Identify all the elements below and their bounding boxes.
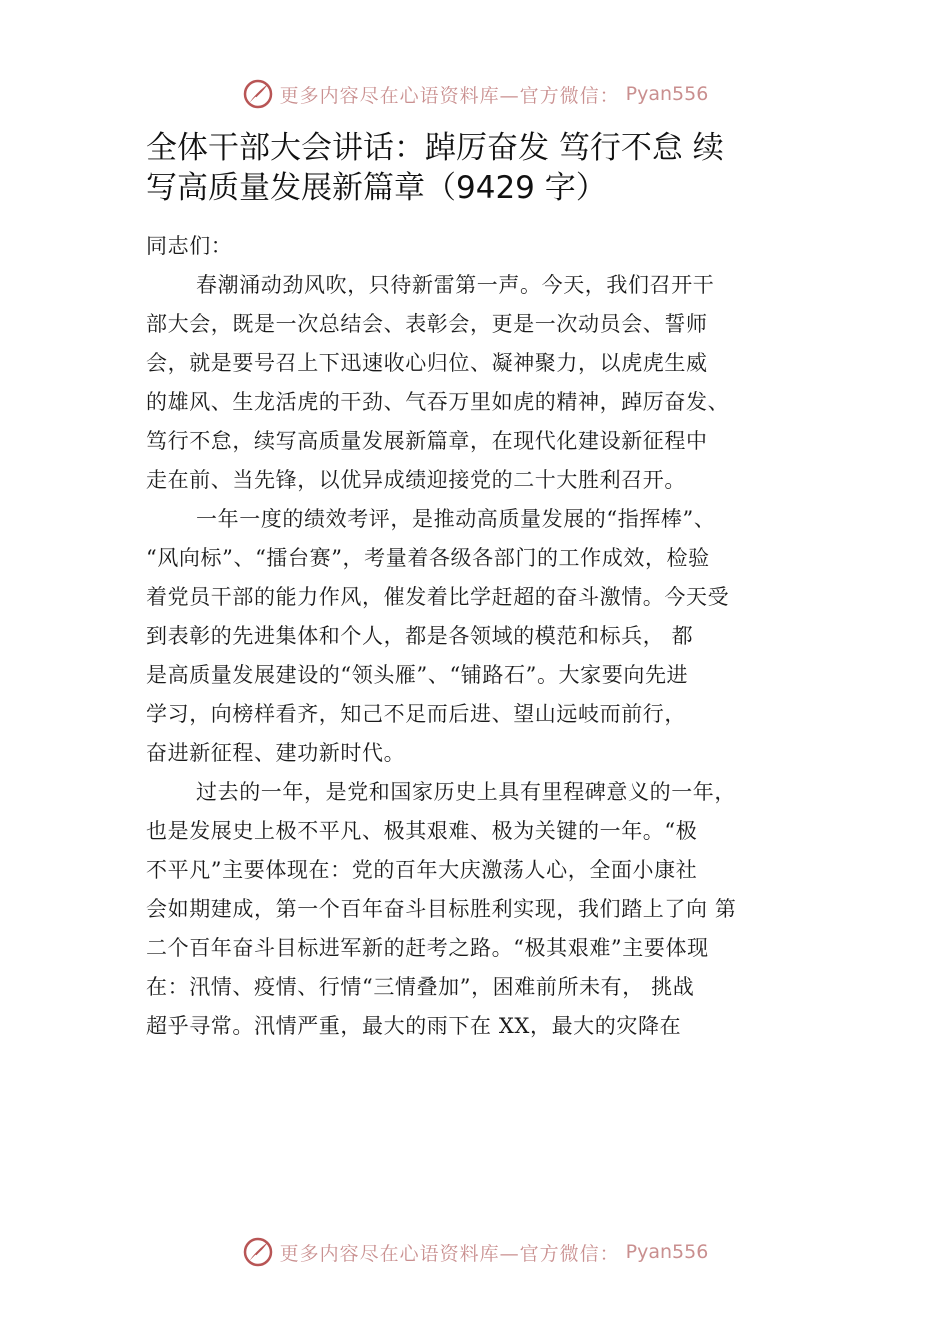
paragraph-line: 奋进新征程、建功新时代。 — [146, 741, 406, 765]
quill-logo-icon — [242, 1236, 274, 1268]
document-body — [146, 227, 836, 1046]
paragraph-line: 会如期建成，第一个百年奋斗目标胜利实现，我们踏上了向 第 — [146, 897, 737, 921]
paragraph-line: 超乎寻常。汛情严重，最大的雨下在 XX，最大的灾降在 — [146, 1014, 682, 1038]
watermark-banner-bottom — [0, 1230, 950, 1274]
watermark-text: 更多内容尽在心语资料库—官方微信： — [279, 1242, 620, 1265]
paragraph-line: 不平凡”主要体现在：党的百年大庆激荡人心，全面小康社 — [146, 858, 698, 882]
paragraph-line: 是高质量发展建设的“领头雁”、“铺路石”。大家要向先进 — [146, 663, 689, 687]
paragraph-line: 在：汛情、疫情、行情“三情叠加”，困难前所未有， 挑战 — [146, 975, 695, 999]
paragraph-line: 学习，向榜样看齐，知己不足而后进、望山远岐而前行， — [146, 702, 686, 726]
paragraph-line: 也是发展史上极不平凡、极其艰难、极为关键的一年。“极 — [146, 819, 698, 843]
salutation: 同志们： — [146, 234, 233, 258]
quill-logo-icon — [242, 78, 274, 110]
watermark-wechat-id: Pyan556 — [625, 83, 709, 105]
watermark-text: 更多内容尽在心语资料库—官方微信： — [279, 84, 620, 107]
watermark-banner-top — [0, 72, 950, 116]
paragraph-line: 着党员干部的能力作风，催发着比学赶超的奋斗激情。今天受 — [146, 585, 730, 609]
paragraph-line: 到表彰的先进集体和个人，都是各领域的模范和标兵， 都 — [146, 624, 694, 648]
watermark-wechat-id: Pyan556 — [625, 1241, 709, 1263]
title-line: 写高质量发展新篇章（9429 字） — [146, 170, 607, 206]
paragraph-line: 一年一度的绩效考评，是推动高质量发展的“指挥棒”、 — [196, 507, 716, 531]
title-line: 全体干部大会讲话：踔厉奋发 笃行不怠 续 — [146, 130, 724, 166]
paragraph-line: 过去的一年，是党和国家历史上具有里程碑意义的一年， — [196, 780, 736, 804]
paragraph-line: 笃行不怠，续写高质量发展新篇章，在现代化建设新征程中 — [146, 429, 708, 453]
paragraph-line: 部大会，既是一次总结会、表彰会，更是一次动员会、誓师 — [146, 312, 708, 336]
paragraph-line: “风向标”、“擂台赛”，考量着各级各部门的工作成效，检验 — [146, 546, 710, 570]
paragraph-line: 二个百年奋斗目标进军新的赶考之路。“极其艰难”主要体现 — [146, 936, 709, 960]
paragraph-line: 春潮涌动劲风吹，只待新雷第一声。今天，我们召开干 — [196, 273, 715, 297]
paragraph-line: 的雄风、生龙活虎的干劲、气吞万里如虎的精神，踔厉奋发、 — [146, 390, 730, 414]
document-title — [146, 128, 826, 208]
paragraph-line: 会，就是要号召上下迅速收心归位、凝神聚力，以虎虎生威 — [146, 351, 708, 375]
paragraph-line: 走在前、当先锋，以优异成绩迎接党的二十大胜利召开。 — [146, 468, 686, 492]
